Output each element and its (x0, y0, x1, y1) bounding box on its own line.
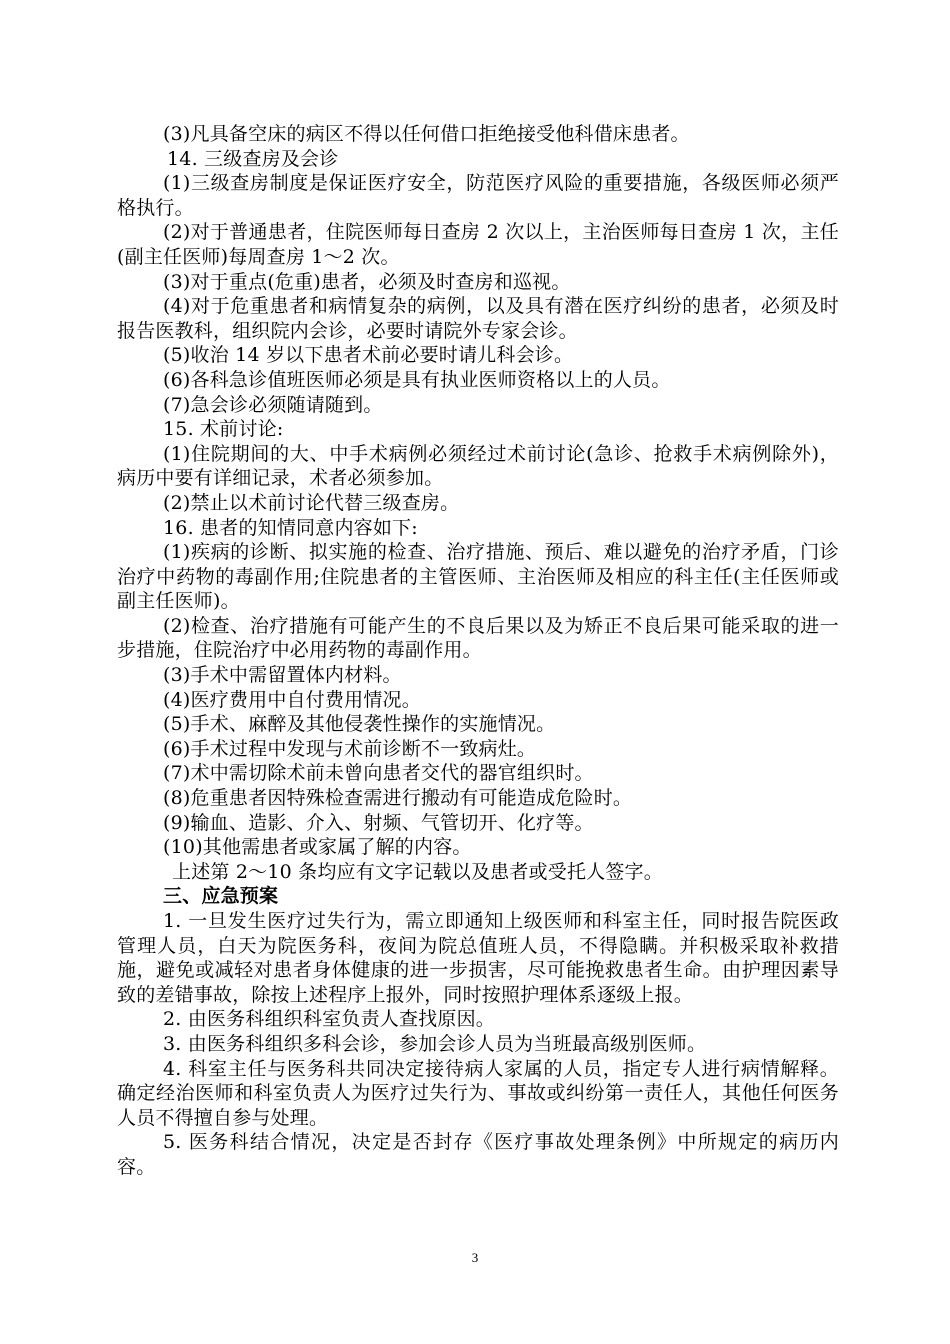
section-heading-emergency-plan: 三、应急预案 (163, 885, 279, 908)
document-body (117, 122, 839, 1180)
paragraph-14-1: (1)三级查房制度是保证医疗安全，防范医疗风险的重要措施，各级医师必须严格执行。 (117, 172, 839, 219)
paragraph-16-5: (5)手术、麻醉及其他侵袭性操作的实施情况。 (163, 713, 556, 736)
section-heading-16: 16. 患者的知情同意内容如下: (163, 516, 418, 539)
section-heading-15: 15. 术前讨论: (163, 418, 284, 441)
paragraph-16-6: (6)手术过程中发现与术前诊断不一致病灶。 (163, 737, 537, 760)
paragraph-14-6: (6)各科急诊值班医师必须是具有执业医师资格以上的人员。 (163, 368, 671, 391)
paragraph-16-4: (4)医疗费用中自付费用情况。 (163, 688, 421, 711)
paragraph-emergency-3: 3. 由医务科组织多科会诊，参加会诊人员为当班最高级别医师。 (163, 1032, 707, 1055)
paragraph-emergency-1: 1. 一旦发生医疗过失行为，需立即通知上级医师和科室主任，同时报告院医政管理人员，白天为院医务科，夜间为院总值班人员，不得隐瞒。并积极采取补救措施，避免或减轻对患者身体健康的进一步损害，尽可能挽救患者生命。由护理因素导致的差错事故，除按上述程序上报外，同时按照护理体系逐级上报。 (117, 910, 839, 1006)
paragraph-emergency-5: 5. 医务科结合情况，决定是否封存《医疗事故处理条例》中所规定的病历内容。 (117, 1131, 839, 1178)
paragraph-14-5: (5)收治 14 岁以下患者术前必要时请儿科会诊。 (163, 344, 574, 367)
paragraph-14-4: (4)对于危重患者和病情复杂的病例，以及具有潜在医疗纠纷的患者，必须及时报告医教科，组织院内会诊，必要时请院外专家会诊。 (117, 295, 839, 342)
section-heading-14: 14. 三级查房及会诊 (167, 147, 339, 170)
paragraph-16-9: (9)输血、造影、介入、射频、气管切开、化疗等。 (163, 811, 594, 834)
paragraph-16-8: (8)危重患者因特殊检查需进行搬动有可能造成危险时。 (163, 787, 633, 810)
paragraph-16-10: (10)其他需患者或家属了解的内容。 (163, 836, 472, 859)
paragraph-14-3: (3)对于重点(危重)患者，必须及时查房和巡视。 (163, 270, 571, 293)
paragraph-15-1: (1)住院期间的大、中手术病例必须经过术前讨论(急诊、抢救手术病例除外)，病历中要有详细记录，术者必须参加。 (117, 442, 839, 490)
paragraph-16-7: (7)术中需切除术前未曾向患者交代的器官组织时。 (163, 762, 594, 785)
paragraph-ward-beds: (3)凡具备空床的病区不得以任何借口拒绝接受他科借床患者。 (163, 123, 690, 145)
paragraph-16-1: (1)疾病的诊断、拟实施的检查、治疗措施、预后、难以避免的治疗矛盾，门诊治疗中药物的毒副作用;住院患者的主管医师、主治医师及相应的科主任(主任医师或副主任医师)。 (117, 541, 839, 613)
paragraph-emergency-2: 2. 由医务科组织科室负责人查找原因。 (163, 1008, 495, 1031)
paragraph-16-2: (2)检查、治疗措施有可能产生的不良后果以及为矫正不良后果可能采取的进一步措施，住院治疗中必用药物的毒副作用。 (117, 614, 839, 662)
paragraph-14-7: (7)急会诊必须随请随到。 (163, 393, 383, 416)
paragraph-16-3: (3)手术中需留置体内材料。 (163, 664, 402, 687)
paragraph-signature-note: 上述第 2～10 条均应有文字记载以及患者或受托人签字。 (172, 860, 663, 883)
paragraph-emergency-4: 4. 科室主任与医务科共同决定接待病人家属的人员，指定专人进行病情解释。确定经治医师和科室负责人为医疗过失行为、事故或纠纷第一责任人，其他任何医务人员不得擅自参与处理。 (117, 1057, 839, 1129)
page-number: 3 (471, 1250, 479, 1265)
paragraph-15-2: (2)禁止以术前讨论代替三级查房。 (163, 491, 460, 514)
paragraph-14-2: (2)对于普通患者，住院医师每日查房 2 次以上，主治医师每日查房 1 次，主任(副主任医师)每周查房 1～2 次。 (117, 221, 839, 268)
